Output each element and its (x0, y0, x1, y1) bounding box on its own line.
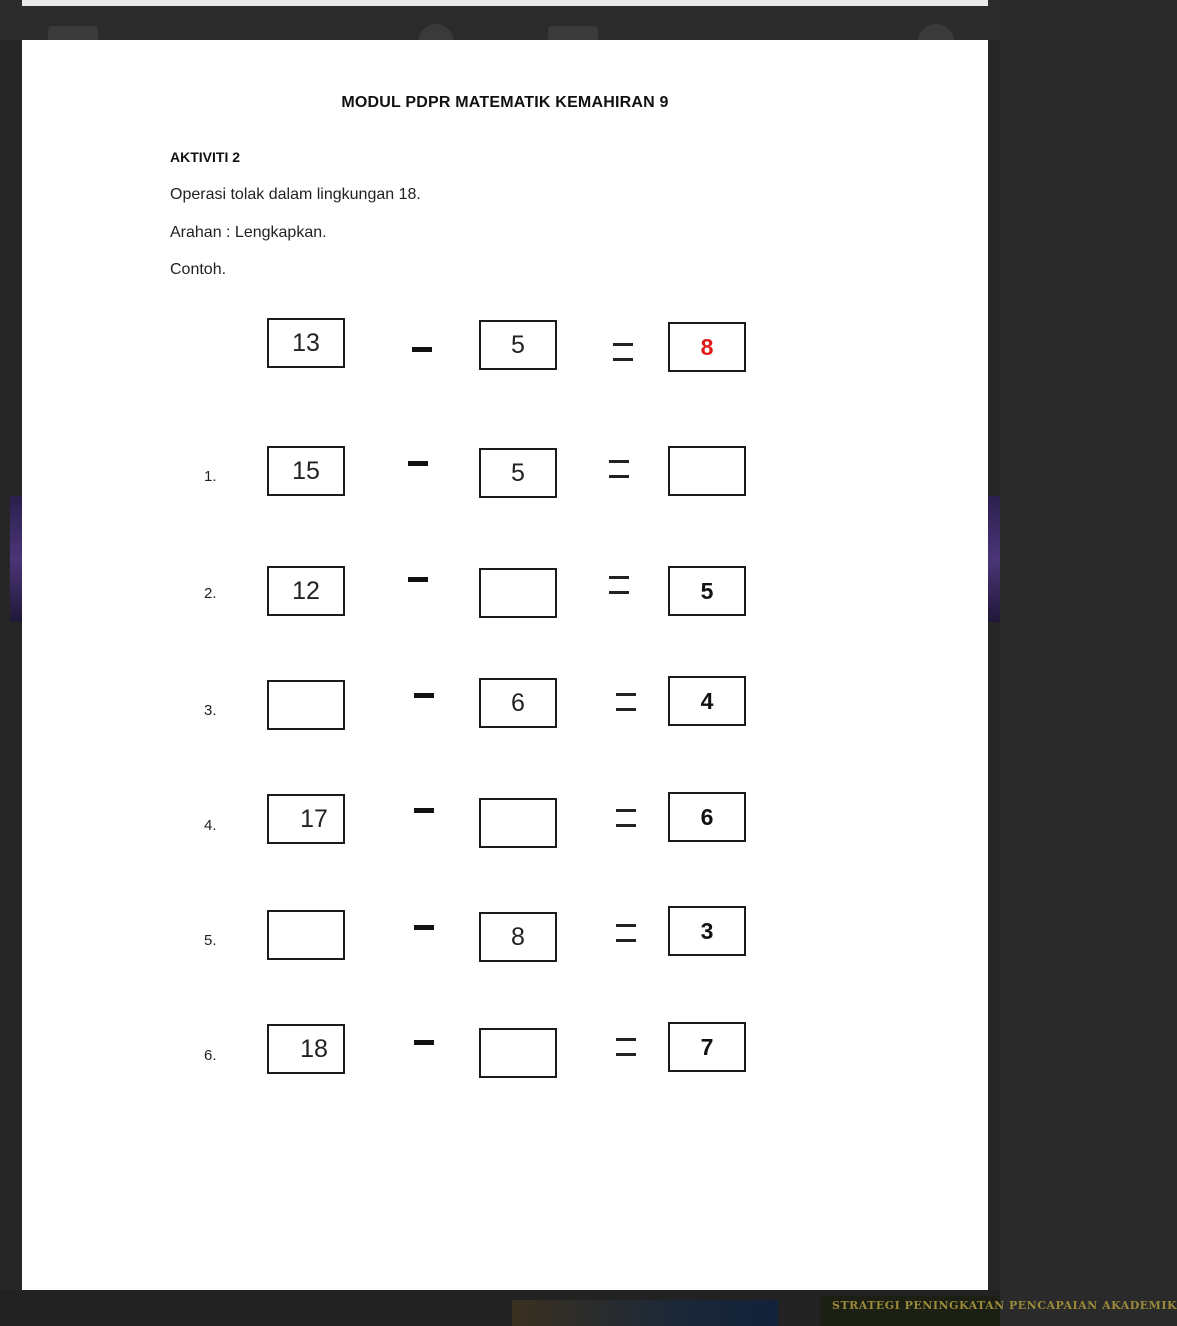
subtrahend-box[interactable] (479, 568, 557, 618)
result-box[interactable] (668, 446, 746, 496)
example-label: Contoh. (170, 261, 227, 278)
instruction-text: Arahan : Lengkapkan. (170, 224, 327, 241)
minus-sign (414, 693, 434, 698)
example-row (22, 316, 988, 376)
equals-sign (609, 576, 629, 594)
minuend-box[interactable]: 12 (267, 566, 345, 616)
question-number: 1. (204, 468, 217, 485)
minus-sign (414, 925, 434, 930)
minus-sign (414, 1040, 434, 1045)
equals-sign (616, 924, 636, 942)
minuend-box[interactable]: 17 (267, 794, 345, 844)
background-top-strip (0, 0, 1000, 40)
question-row (22, 790, 988, 850)
question-row (22, 1022, 988, 1082)
result-box[interactable]: 4 (668, 676, 746, 726)
activity-heading: AKTIVITI 2 (170, 149, 241, 165)
minuend-box[interactable]: 15 (267, 446, 345, 496)
equals-sign (613, 343, 633, 361)
background-thumbnail-right (986, 496, 1000, 622)
minus-sign (408, 577, 428, 582)
subtrahend-box[interactable]: 6 (479, 678, 557, 728)
minus-sign (408, 461, 428, 466)
result-box: 8 (668, 322, 746, 372)
minuend-box[interactable] (267, 680, 345, 730)
document-page (22, 40, 988, 1290)
description-text: Operasi tolak dalam lingkungan 18. (170, 186, 421, 203)
question-number: 2. (204, 585, 217, 602)
result-box[interactable]: 6 (668, 792, 746, 842)
minuend-box[interactable]: 18 (267, 1024, 345, 1074)
question-number: 5. (204, 932, 217, 949)
minus-sign (412, 347, 432, 352)
question-row (22, 564, 988, 624)
background-bar (22, 0, 988, 6)
equals-sign (616, 1038, 636, 1056)
result-box[interactable]: 3 (668, 906, 746, 956)
subtrahend-box[interactable]: 8 (479, 912, 557, 962)
equals-sign (616, 809, 636, 827)
background-thumbnail[interactable] (512, 1300, 778, 1326)
document-title: MODUL PDPR MATEMATIK KEMAHIRAN 9 (341, 94, 669, 111)
background-thumbnail-title[interactable]: STRATEGI PENINGKATAN PENCAPAIAN AKADEMIK (820, 1296, 1000, 1326)
subtrahend-box: 5 (479, 320, 557, 370)
minuend-box: 13 (267, 318, 345, 368)
equals-sign (609, 460, 629, 478)
question-row (22, 906, 988, 966)
question-row (22, 444, 988, 504)
equals-sign (616, 693, 636, 711)
subtrahend-box[interactable] (479, 798, 557, 848)
question-number: 3. (204, 702, 217, 719)
subtrahend-box[interactable]: 5 (479, 448, 557, 498)
question-number: 6. (204, 1047, 217, 1064)
minus-sign (414, 808, 434, 813)
question-row (22, 676, 988, 736)
subtrahend-box[interactable] (479, 1028, 557, 1078)
result-box[interactable]: 7 (668, 1022, 746, 1072)
question-number: 4. (204, 817, 217, 834)
minuend-box[interactable] (267, 910, 345, 960)
result-box[interactable]: 5 (668, 566, 746, 616)
